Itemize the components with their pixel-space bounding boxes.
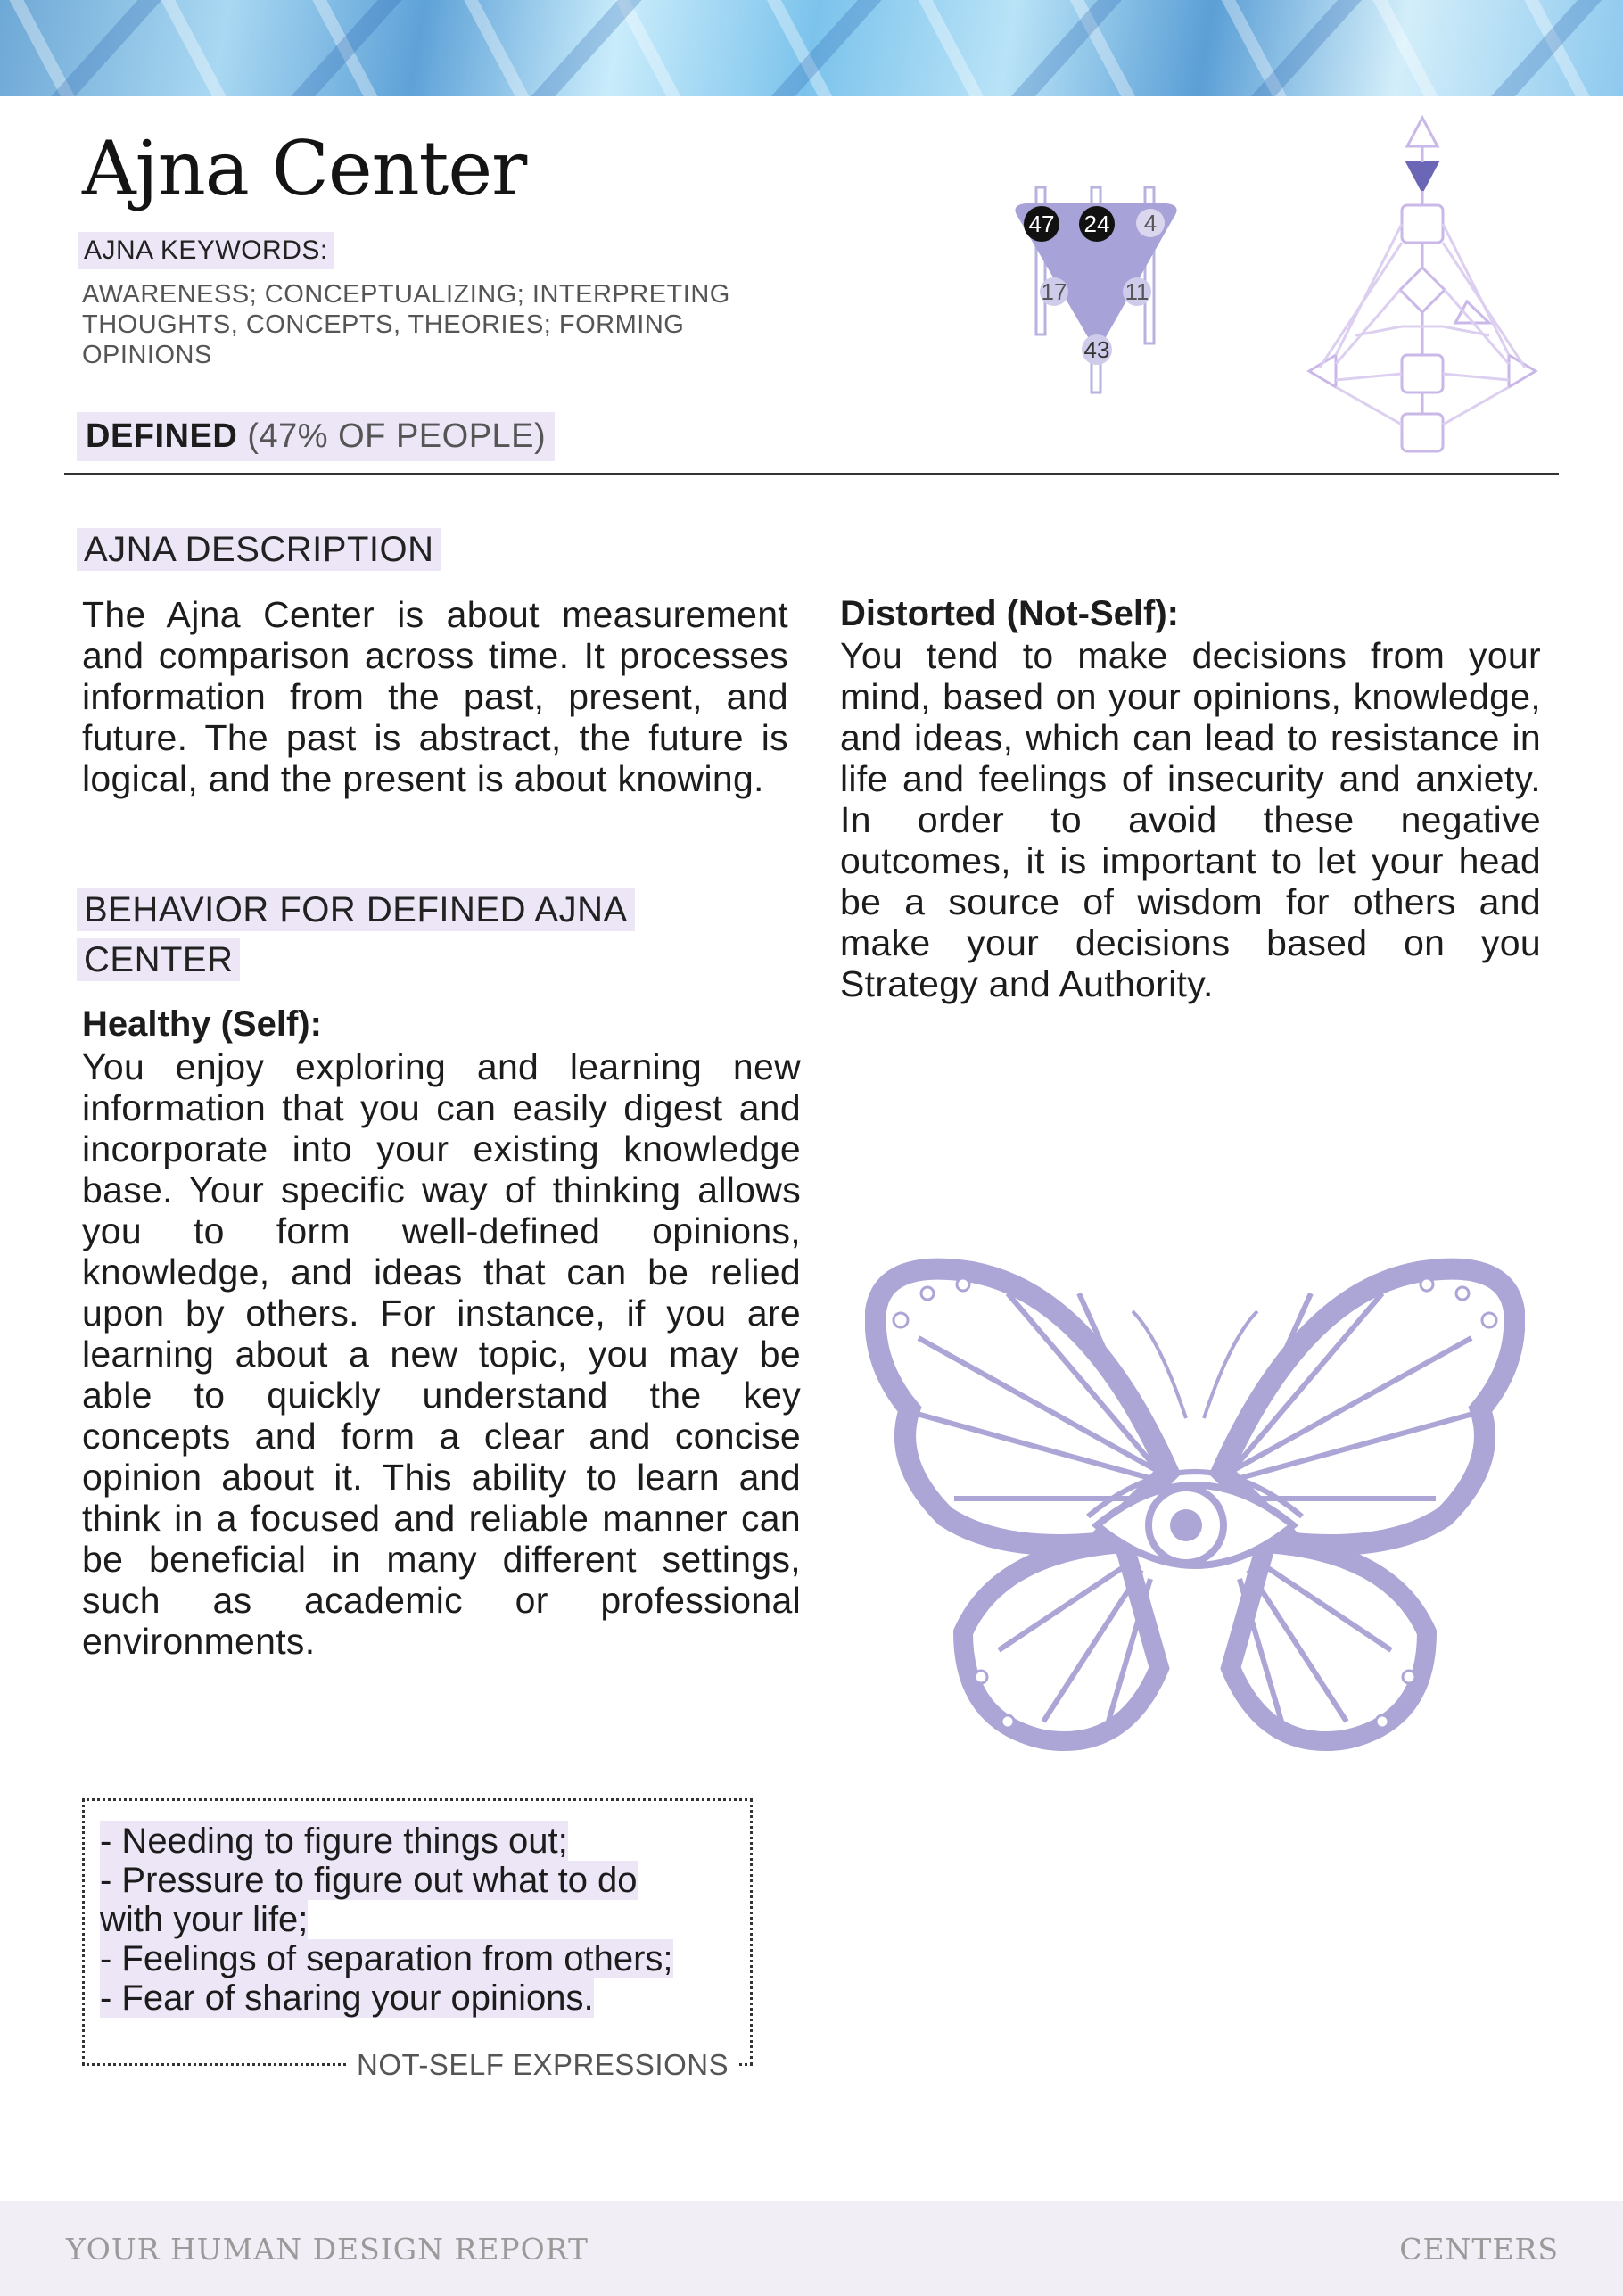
defined-label: DEFINED <box>86 417 238 455</box>
description-heading: AJNA DESCRIPTION <box>77 524 441 574</box>
ajna-center-shape <box>1407 162 1438 191</box>
distorted-title: Distorted (Not-Self): <box>840 594 1179 633</box>
root-center-shape <box>1402 414 1443 451</box>
list-item: - Needing to figure things out; <box>100 1821 568 1861</box>
ajna-center-diagram <box>999 178 1195 401</box>
eye-pupil <box>1170 1509 1202 1541</box>
wing-spot <box>894 1313 908 1327</box>
list-item: - Feelings of separation from others; <box>100 1939 673 1978</box>
list-item: - Fear of sharing your opinions. <box>100 1978 594 2018</box>
footer-section-name: CENTERS <box>1399 2232 1559 2267</box>
page-title: Ajna Center <box>82 125 527 212</box>
head-center-shape <box>1407 118 1438 146</box>
wing-spot <box>1421 1278 1433 1291</box>
gate-label: 17 <box>1041 278 1067 305</box>
list-item: - Pressure to figure out what to do <box>100 1861 638 1900</box>
wing-spot <box>1456 1287 1469 1300</box>
butterfly-eye-illustration <box>865 1258 1525 1757</box>
footer-report-title: YOUR HUMAN DESIGN REPORT <box>66 2232 589 2267</box>
not-self-label: NOT-SELF EXPRESSIONS <box>348 2048 737 2082</box>
wing-spot <box>1001 1715 1014 1728</box>
defined-badge <box>77 412 555 461</box>
behavior-heading: BEHAVIOR FOR DEFINED AJNA CENTER <box>77 885 701 985</box>
description-text: The Ajna Center is about measurement and comparison across time. It processes information from the past, present, and future. The past is abstract, the future is logical, and the present is about knowing. <box>82 594 788 799</box>
solar-plexus-center-shape <box>1509 355 1536 387</box>
wing-spot <box>975 1671 987 1683</box>
distorted-text: You tend to make decisions from your mind, based on your opinions, knowledge, and ideas, which can lead to resistance in life and feelings of insecurity and anxiety. In order to avoid these negative outcomes, it is important to let your head be a source of wisdom for others and make your decisions based on you Strategy and Authority. <box>840 635 1541 1004</box>
gate-label: 47 <box>1028 211 1055 237</box>
spleen-center-shape <box>1309 355 1336 387</box>
section-divider <box>64 473 1559 475</box>
wing-spot <box>921 1287 934 1300</box>
wing-spot <box>1403 1671 1415 1683</box>
bodygraph-diagram <box>1302 112 1543 460</box>
wing-spot <box>1482 1313 1496 1327</box>
antennae <box>1133 1311 1257 1418</box>
header-crystal-banner <box>0 0 1623 96</box>
g-center-shape <box>1400 268 1445 312</box>
gate-label: 24 <box>1083 211 1110 237</box>
sacral-center-shape <box>1402 355 1443 392</box>
keywords-text: AWARENESS; CONCEPTUALIZING; INTERPRETING THOUGHTS, CONCEPTS, THEORIES; FORMING OPINIONS <box>82 280 730 369</box>
gate-label: 43 <box>1083 336 1110 363</box>
defined-percentage: (47% OF PEOPLE) <box>247 417 547 455</box>
wing-spot <box>957 1278 969 1291</box>
throat-center-shape <box>1402 205 1443 243</box>
wing-spot <box>1376 1715 1388 1728</box>
keywords-label: AJNA KEYWORDS: <box>78 232 334 269</box>
gate-label: 4 <box>1143 210 1158 236</box>
healthy-text: You enjoy exploring and learning new information that you can easily digest and incorporate into your existing knowledge base. Your specific way of thinking allows you to form well-defined opinions, knowledge, and ideas that can be relied upon by others. For instance, if you are learning about a new topic, you may be able to quickly understand the key concepts and form a clear and concise opinion about it. This ability to learn and think in a focused and reliable manner can be beneficial in many different settings, such as academic or professional environments. <box>82 1046 801 1662</box>
gate-label: 11 <box>1125 278 1149 305</box>
list-item: with your life; <box>100 1900 309 1939</box>
not-self-list <box>100 1821 742 2018</box>
healthy-title: Healthy (Self): <box>82 1004 322 1044</box>
